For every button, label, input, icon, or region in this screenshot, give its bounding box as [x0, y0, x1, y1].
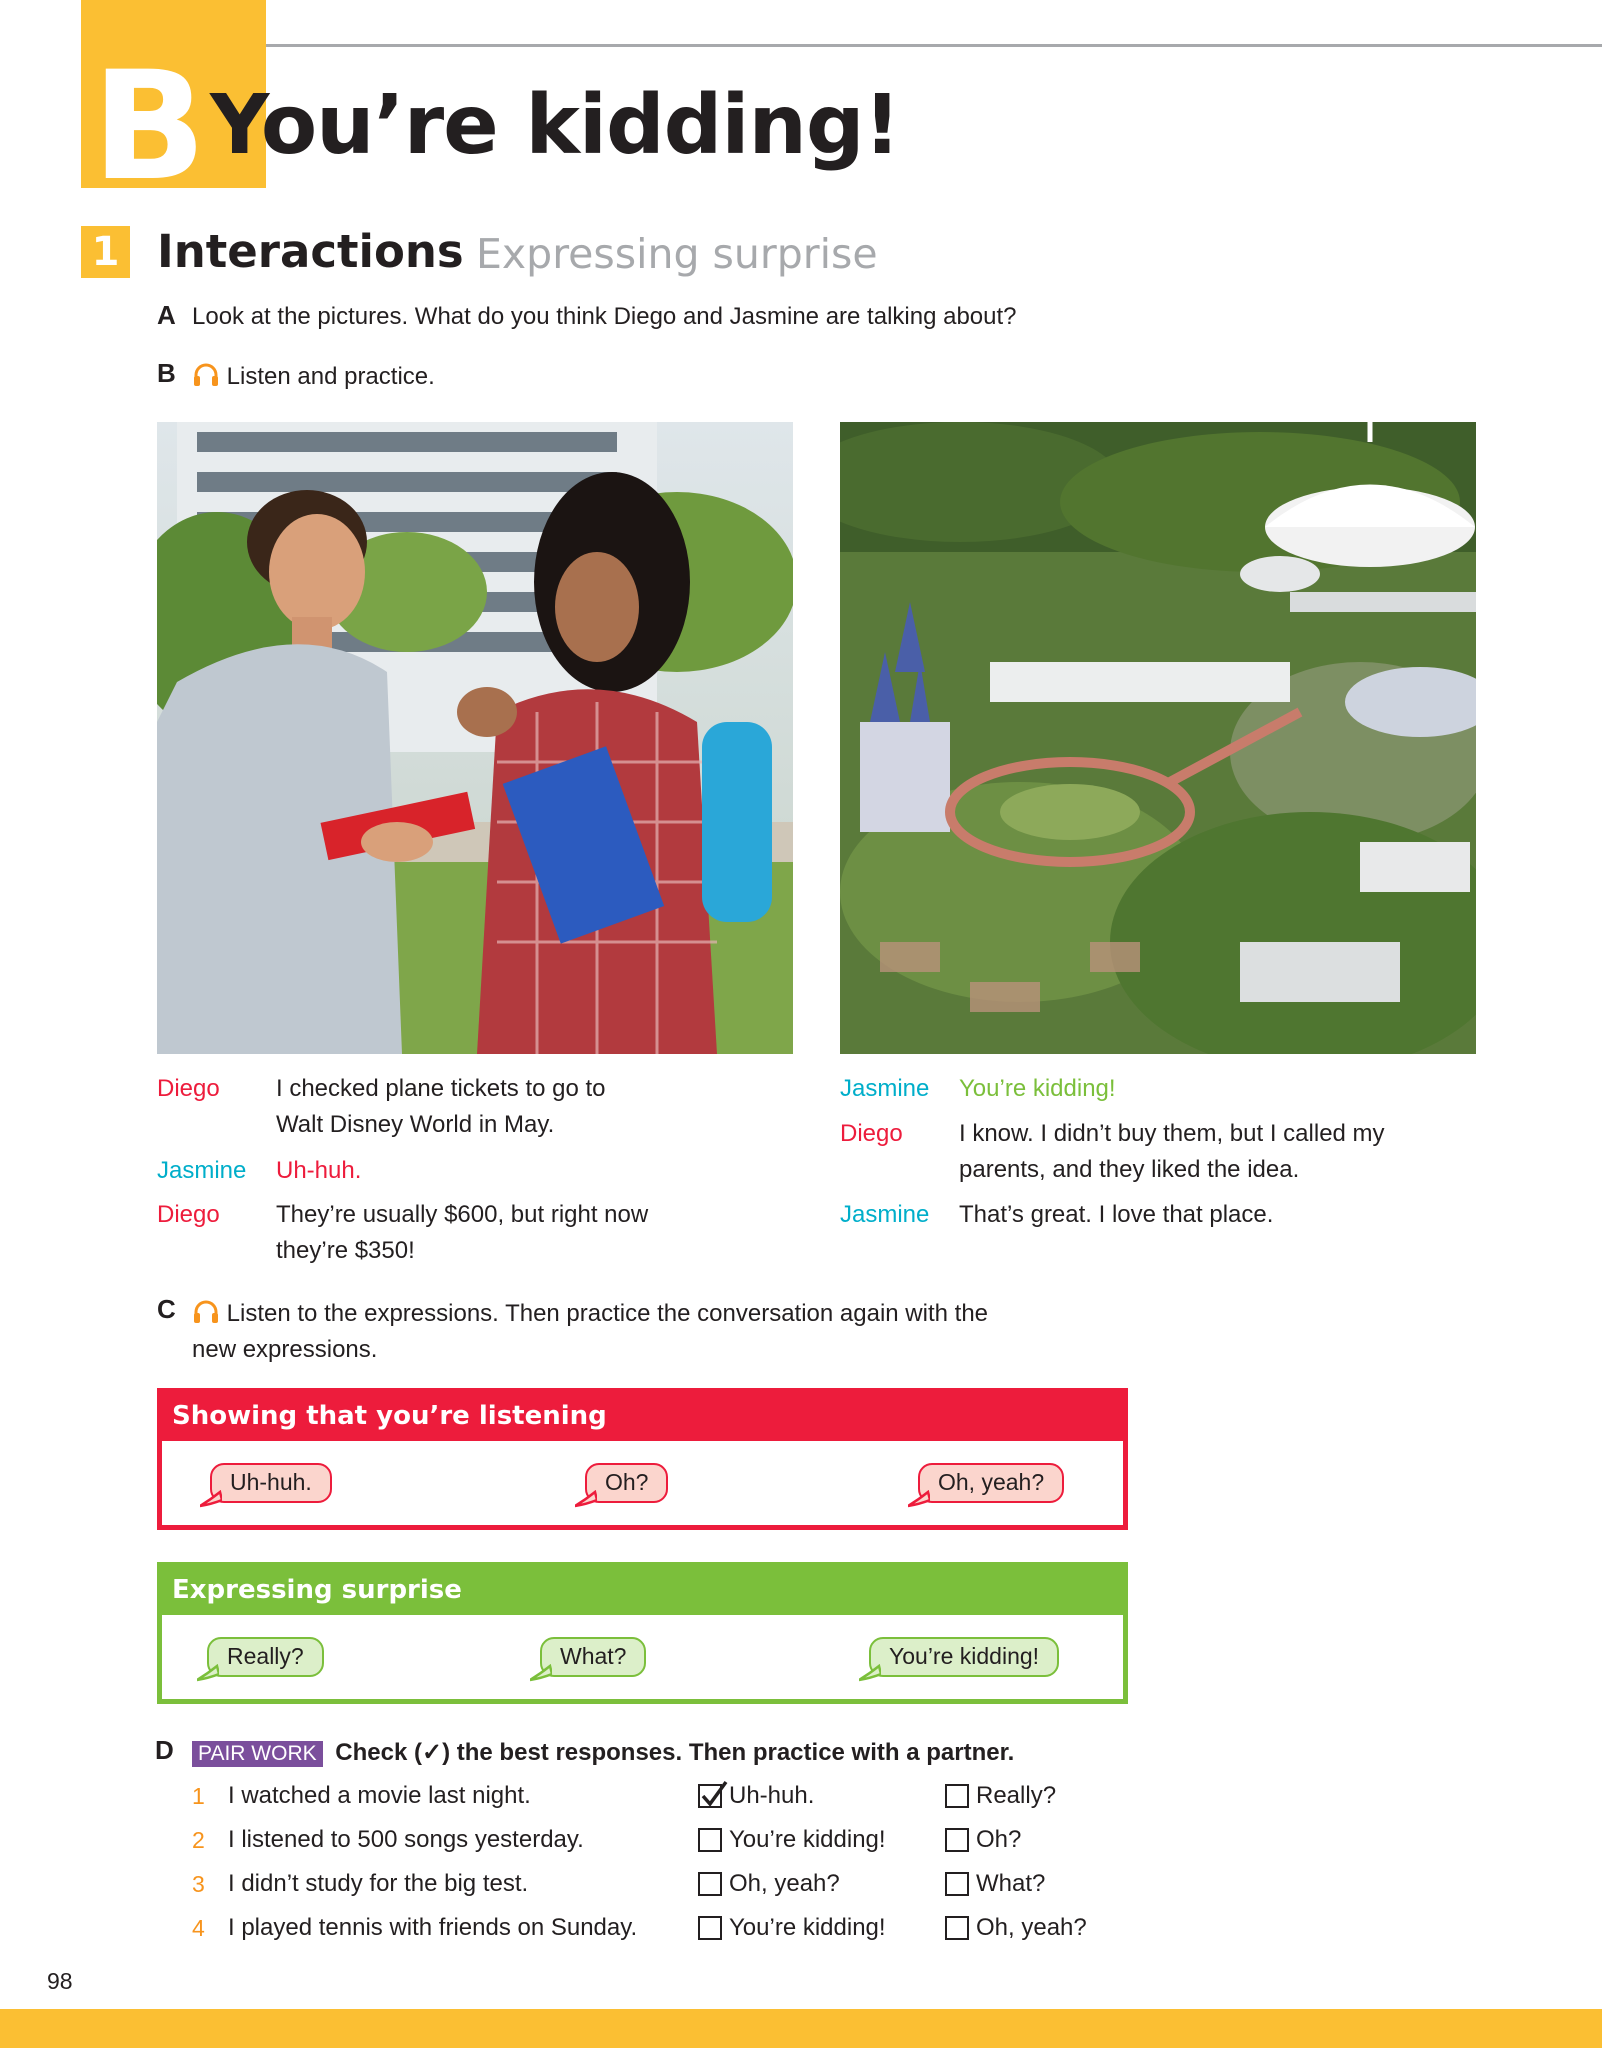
option-label: You’re kidding! [729, 1826, 886, 1853]
dialogue-line [959, 1071, 1116, 1107]
checkbox[interactable] [698, 1872, 722, 1896]
checkbox[interactable] [945, 1916, 969, 1940]
part-c-instruction [192, 1296, 988, 1368]
checkbox[interactable] [698, 1828, 722, 1852]
dialogue-text: You’re kidding! [959, 1075, 1116, 1102]
speaker-jasmine: Jasmine [840, 1201, 930, 1228]
dialogue-text: parents, and they liked the idea. [959, 1156, 1300, 1183]
part-c-text-line2: new expressions. [192, 1336, 378, 1363]
dialogue-text: I know. I didn’t buy them, but I called my [959, 1120, 1385, 1147]
expression-bubble [918, 1463, 1064, 1503]
checkbox[interactable] [945, 1828, 969, 1852]
headphones-icon[interactable] [192, 1298, 220, 1326]
dialogue-line [276, 1153, 361, 1189]
pair-work-tag: PAIR WORK [192, 1741, 323, 1767]
expression-text: Oh? [605, 1469, 649, 1495]
dialogue-text: they’re $350! [276, 1237, 415, 1264]
checkbox[interactable] [698, 1916, 722, 1940]
item-number: 1 [192, 1783, 205, 1809]
item-number: 2 [192, 1827, 205, 1853]
expressions-box-listening [157, 1388, 1128, 1530]
checkbox[interactable] [945, 1784, 969, 1808]
part-b-instruction [192, 361, 435, 391]
option-label: What? [976, 1870, 1046, 1897]
item-number: 4 [192, 1915, 205, 1941]
speaker-diego: Diego [157, 1075, 220, 1102]
dialogue-line [959, 1197, 1273, 1233]
box-heading: Showing that you’re listening [162, 1393, 1123, 1441]
part-c-text-line1: Listen to the expressions. Then practice the conversation again with the [226, 1300, 989, 1327]
lesson-letter: B [92, 40, 207, 214]
dialogue-text: Walt Disney World in May. [276, 1111, 555, 1138]
checkbox-checked[interactable] [698, 1784, 722, 1808]
dialogue-line [959, 1116, 1385, 1188]
item-text: I listened to 500 songs yesterday. [228, 1826, 584, 1853]
expression-text: Uh-huh. [230, 1469, 312, 1495]
expression-bubble [210, 1463, 332, 1503]
dialogue-text: Uh-huh. [276, 1157, 362, 1184]
box-heading: Expressing surprise [162, 1567, 1123, 1615]
part-d-text: Check (✓) the best responses. Then practice with a partner. [335, 1739, 1015, 1766]
part-a-label: A [157, 300, 176, 330]
bottom-bar [0, 2009, 1602, 2048]
expression-bubble [585, 1463, 668, 1503]
checkmark-icon [699, 1780, 729, 1810]
expression-bubble [540, 1637, 646, 1677]
expression-bubble [207, 1637, 324, 1677]
expression-text: Really? [227, 1643, 304, 1669]
item-text: I didn’t study for the big test. [228, 1870, 529, 1897]
page-title: You’re kidding! [210, 78, 900, 173]
speaker-jasmine: Jasmine [840, 1075, 930, 1102]
part-d-label: D [155, 1735, 174, 1765]
expression-text: What? [560, 1643, 627, 1669]
dialogue-line [276, 1197, 648, 1269]
option-label: Really? [976, 1782, 1057, 1809]
dialogue-text: That’s great. I love that place. [959, 1201, 1274, 1228]
item-number: 3 [192, 1871, 205, 1897]
option-label: Uh-huh. [729, 1782, 815, 1809]
photo-students [157, 422, 793, 1054]
section-subtitle: Expressing surprise [476, 230, 878, 278]
speaker-jasmine: Jasmine [157, 1157, 247, 1184]
part-c-label: C [157, 1294, 176, 1324]
item-text: I played tennis with friends on Sunday. [228, 1914, 638, 1941]
photo-theme-park [840, 422, 1476, 1054]
part-b-label: B [157, 358, 176, 388]
item-text: I watched a movie last night. [228, 1782, 531, 1809]
section-title: Interactions [157, 225, 464, 278]
dialogue-line [276, 1071, 606, 1143]
part-a-instruction: Look at the pictures. What do you think Diego and Jasmine are talking about? [192, 303, 1017, 330]
expression-text: Oh, yeah? [938, 1469, 1045, 1495]
expressions-box-surprise [157, 1562, 1128, 1704]
option-label: Oh? [976, 1826, 1022, 1853]
dialogue-text: They’re usually $600, but right now [276, 1201, 649, 1228]
option-label: Oh, yeah? [976, 1914, 1087, 1941]
dialogue-text: I checked plane tickets to go to [276, 1075, 606, 1102]
option-label: You’re kidding! [729, 1914, 886, 1941]
checkbox[interactable] [945, 1872, 969, 1896]
expression-text: You’re kidding! [889, 1643, 1040, 1669]
option-label: Oh, yeah? [729, 1870, 840, 1897]
section-number: 1 [81, 226, 130, 278]
part-d-instruction [192, 1738, 1014, 1767]
expression-bubble [869, 1637, 1059, 1677]
part-b-text: Listen and practice. [226, 363, 435, 390]
headphones-icon[interactable] [192, 361, 220, 389]
page-number: 98 [47, 1968, 73, 1994]
speaker-diego: Diego [157, 1201, 220, 1228]
top-rule [266, 44, 1602, 47]
speaker-diego: Diego [840, 1120, 903, 1147]
